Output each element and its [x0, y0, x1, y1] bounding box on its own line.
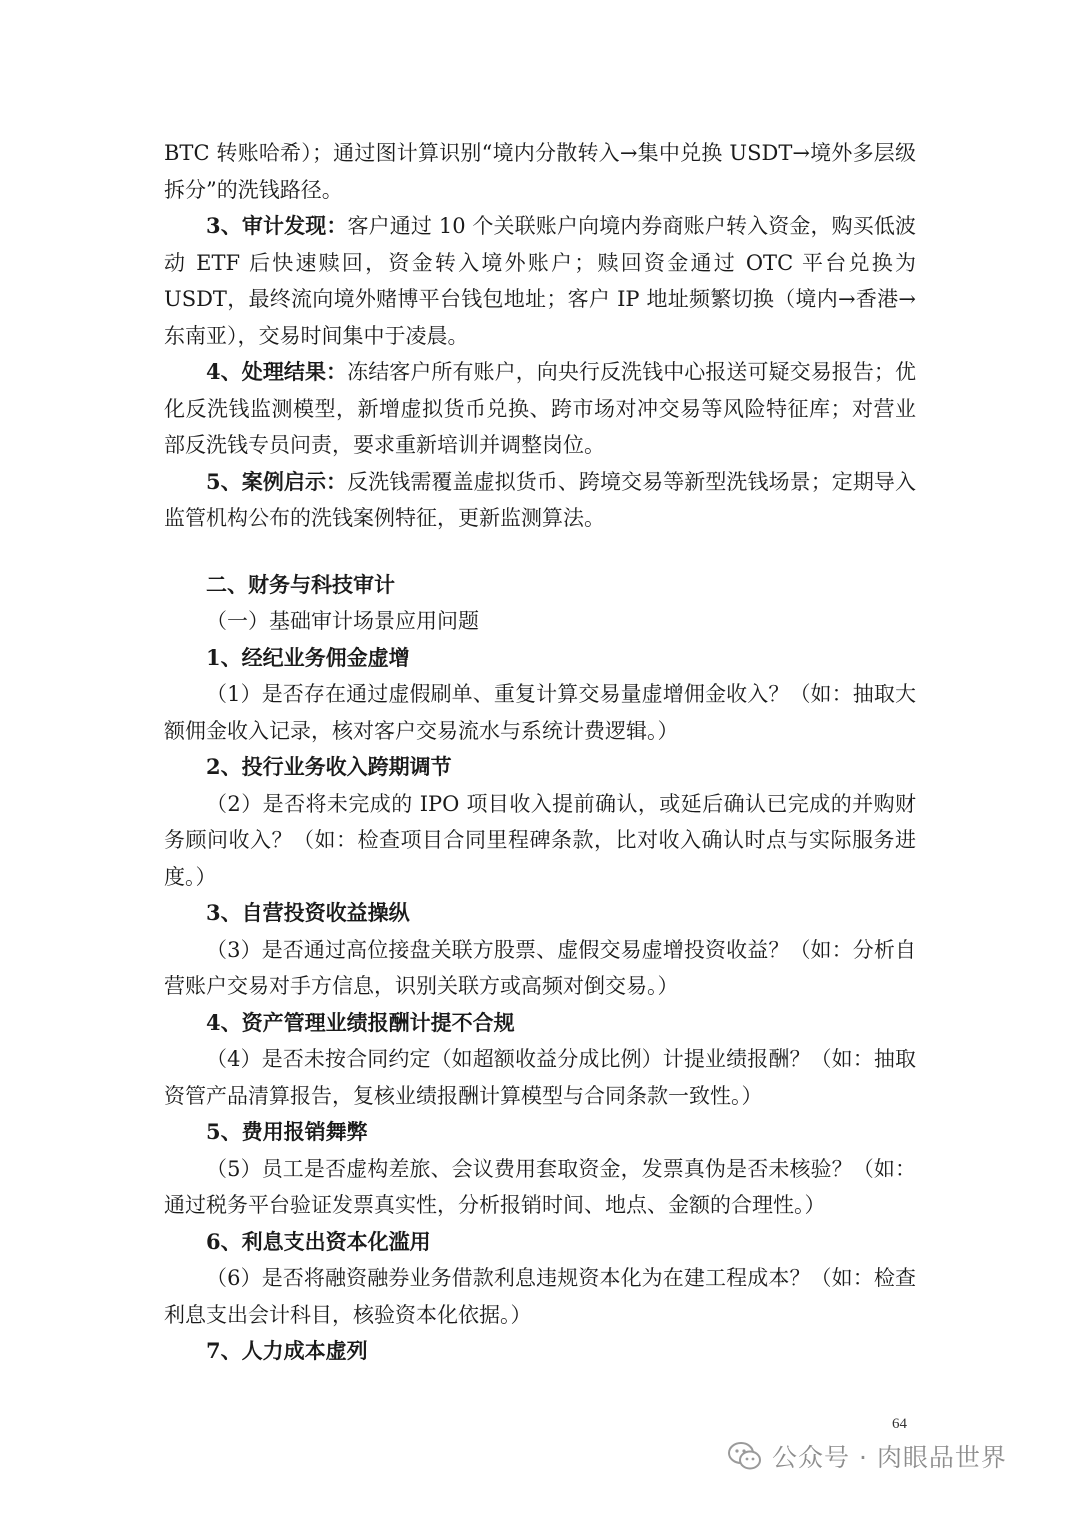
item-heading: 4、资产管理业绩报酬计提不合规 [206, 1009, 515, 1035]
paragraph-handling-result [164, 354, 916, 464]
item-text: （4）是否未按合同约定（如超额收益分成比例）计提业绩报酬？（如：抽取资管产品清算报告，复核业绩报酬计算模型与合同条款一致性。） [164, 1047, 916, 1108]
item-text: （1）是否存在通过虚假刷单、重复计算交易量虚增佣金收入？（如：抽取大额佣金收入记录，核对客户交易流水与系统计费逻辑。） [164, 682, 916, 743]
paragraph-audit-findings [164, 208, 916, 354]
page-body [164, 135, 916, 1370]
watermark [728, 1436, 1007, 1476]
watermark-text: 公众号 · 肉眼品世界 [772, 1443, 1007, 1472]
item-heading: 1、经纪业务佣金虚增 [206, 644, 410, 670]
text-handling-result: 冻结客户所有账户，向央行反洗钱中心报送可疑交易报告；优化反洗钱监测模型，新增虚拟货币兑换、跨市场对冲交易等风险特征库；对营业部反洗钱专员问责，要求重新培训并调整岗位。 [164, 360, 916, 457]
label-case-insight: 5、案例启示： [206, 468, 348, 494]
item-text: （2）是否将未完成的 IPO 项目收入提前确认，或延后确认已完成的并购财务顾问收入？（如：检查项目合同里程碑条款，比对收入确认时点与实际服务进度。） [164, 791, 916, 889]
item-heading: 3、自营投资收益操纵 [206, 900, 410, 925]
item-heading: 7、人力成本虚列 [206, 1338, 368, 1363]
item-text: （6）是否将融资融券业务借款利息违规资本化为在建工程成本？（如：检查利息支出会计科目，核验资本化依据。） [164, 1266, 916, 1327]
paragraph-case-insight [164, 464, 916, 537]
text-audit-findings: 客户通过 10 个关联账户向境内券商账户转入资金，购买低波动 ETF 后快速赎回，资金转入境外账户；赎回资金通过 OTC 平台兑换为 USDT，最终流向境外赌博平台钱包地址；客户 IP 地址频繁切换（境内→香港→东南亚），交易时间集中于凌晨。 [164, 214, 916, 348]
wechat-icon [728, 1441, 762, 1471]
label-handling-result: 4、处理结果： [206, 359, 348, 384]
label-audit-findings: 3、审计发现： [206, 213, 348, 238]
paragraph-continuation: BTC 转账哈希）；通过图计算识别“境内分散转入→集中兑换 USDT→境外多层级拆分”的洗钱路径。 [164, 141, 916, 202]
item-heading: 2、投行业务收入跨期调节 [206, 754, 452, 779]
section-subtitle: （一）基础审计场景应用问题 [206, 609, 479, 633]
item-heading: 6、利息支出资本化滥用 [206, 1228, 431, 1254]
item-text: （3）是否通过高位接盘关联方股票、虚假交易虚增投资收益？（如：分析自营账户交易对手方信息，识别关联方或高频对倒交易。） [164, 937, 916, 998]
section-title: 二、财务与科技审计 [206, 572, 395, 597]
page-number: 64 [892, 1416, 907, 1432]
text-case-insight: 反洗钱需覆盖虚拟货币、跨境交易等新型洗钱场景；定期导入监管机构公布的洗钱案例特征，更新监测算法。 [164, 469, 916, 530]
item-heading: 5、费用报销舞弊 [206, 1119, 368, 1144]
item-text: （5）员工是否虚构差旅、会议费用套取资金，发票真伪是否未核验？（如：通过税务平台验证发票真实性，分析报销时间、地点、金额的合理性。） [164, 1156, 916, 1217]
